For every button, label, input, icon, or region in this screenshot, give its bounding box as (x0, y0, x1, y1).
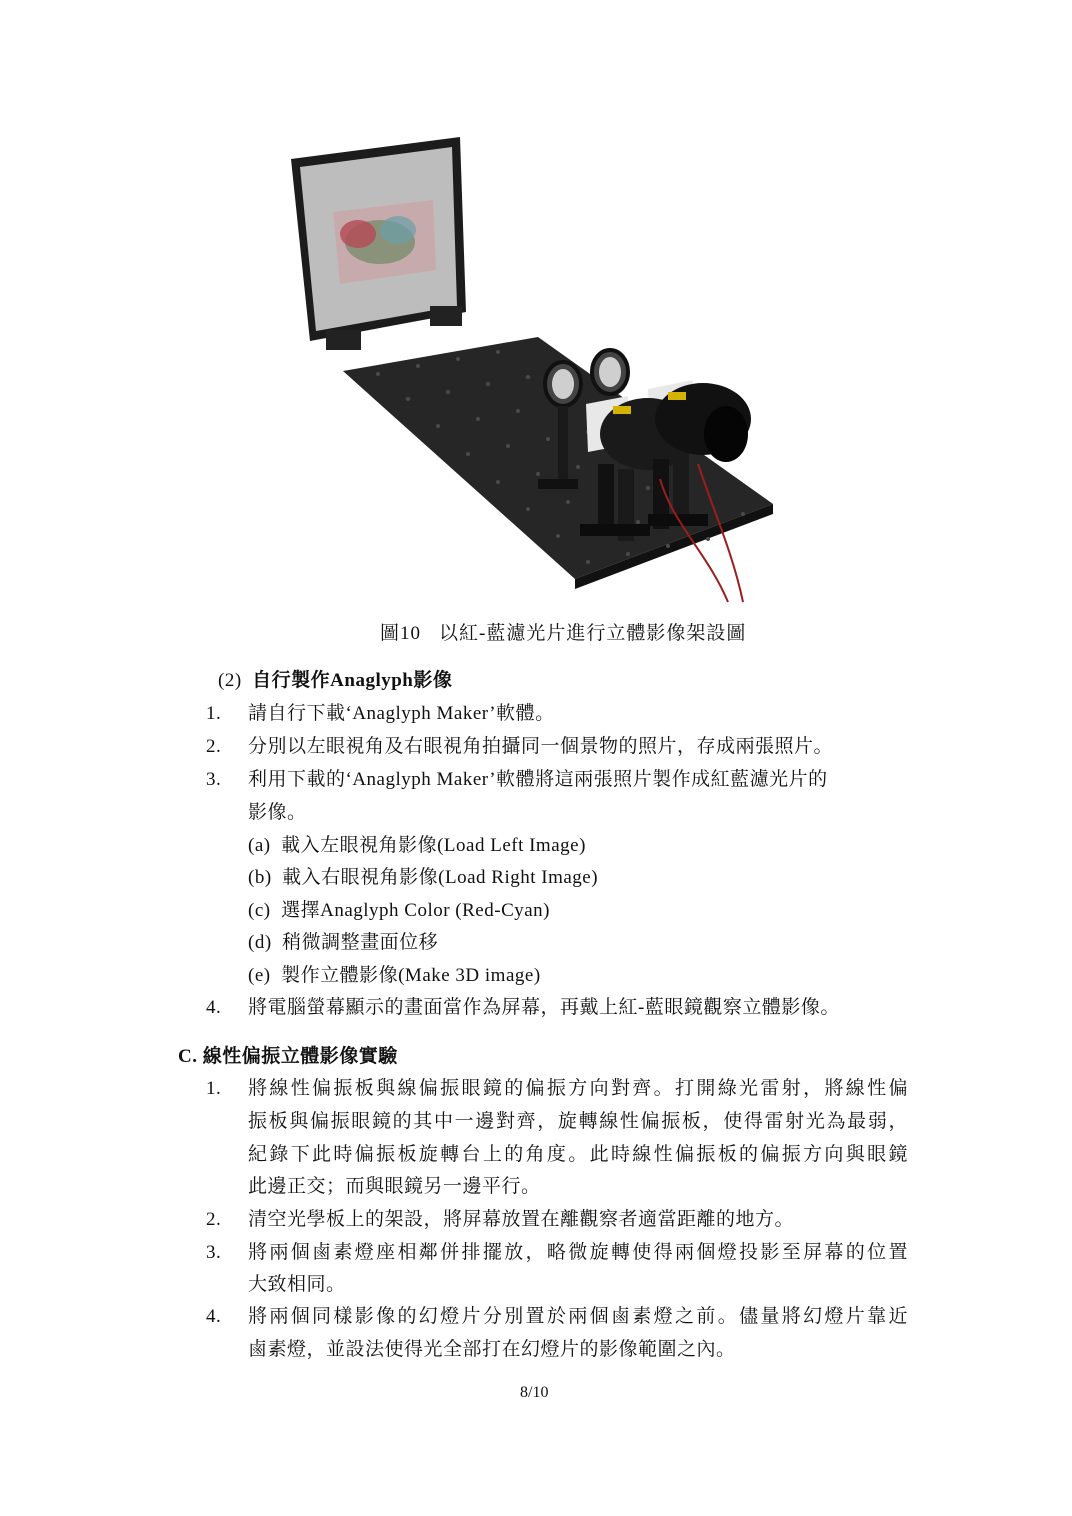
caption-number: 圖10 (380, 623, 422, 644)
caption-text: 以紅-藍濾光片進行立體影像架設圖 (439, 623, 747, 644)
sub-item: (e) 製作立體影像(Make 3D image) (248, 965, 541, 986)
list-item-line: 將兩個同樣影像的幻燈片分別置於兩個鹵素燈之前。儘量將幻燈片靠近 (248, 1306, 908, 1327)
list-item-line: 大致相同。 (248, 1274, 346, 1295)
figure-caption (380, 618, 746, 645)
list-item-line: 振板與偏振眼鏡的其中一邊對齊，旋轉線性偏振板，使得雷射光為最弱， (248, 1111, 908, 1132)
list-item: 3. 利用下載的‘Anaglyph Maker’軟體將這兩張照片製作成紅藍濾光片的 (206, 769, 828, 790)
list-item: 2. 分別以左眼視角及右眼視角拍攝同一個景物的照片，存成兩張照片。 (206, 736, 834, 757)
list-item-line: 將線性偏振板與線偏振眼鏡的偏振方向對齊。打開綠光雷射，將線性偏 (248, 1078, 908, 1099)
sub-item: (c) 選擇Anaglyph Color (Red-Cyan) (248, 900, 550, 921)
list-item-line: 清空光學板上的架設，將屏幕放置在離觀察者適當距離的地方。 (248, 1209, 795, 1230)
figure-setup-illustration (288, 134, 788, 604)
section-2-heading (218, 664, 452, 697)
section-2-number: (2) (218, 670, 242, 691)
sub-item: (b) 載入右眼視角影像(Load Right Image) (248, 867, 599, 888)
sub-item: (a) 載入左眼視角影像(Load Left Image) (248, 835, 586, 856)
list-item-number: 2. (206, 1209, 222, 1230)
list-item-line: 鹵素燈，並設法使得光全部打在幻燈片的影像範圍之內。 (248, 1339, 736, 1360)
list-item-line: 紀錄下此時偏振板旋轉台上的角度。此時線性偏振板的偏振方向與眼鏡 (248, 1144, 908, 1165)
sub-item: (d) 稍微調整畫面位移 (248, 932, 439, 953)
list-item-line: 此邊正交；而與眼鏡另一邊平行。 (248, 1176, 541, 1197)
list-item-number: 3. (206, 1242, 222, 1263)
list-item: 1. 請自行下載‘Anaglyph Maker’軟體。 (206, 703, 555, 724)
list-item-continuation: 影像。 (248, 802, 307, 823)
optical-setup-image (288, 134, 788, 604)
list-item-line: 將兩個鹵素燈座相鄰併排擺放，略微旋轉使得兩個燈投影至屏幕的位置 (248, 1242, 908, 1263)
list-item-number: 4. (206, 1306, 222, 1327)
section-c-heading: C. 線性偏振立體影像實驗 (178, 1046, 398, 1067)
list-item-number: 1. (206, 1078, 222, 1099)
page-number: 8/10 (520, 1384, 549, 1401)
section-2-title: 自行製作Anaglyph影像 (252, 670, 453, 691)
list-item: 4. 將電腦螢幕顯示的畫面當作為屏幕，再戴上紅-藍眼鏡觀察立體影像。 (206, 997, 840, 1018)
